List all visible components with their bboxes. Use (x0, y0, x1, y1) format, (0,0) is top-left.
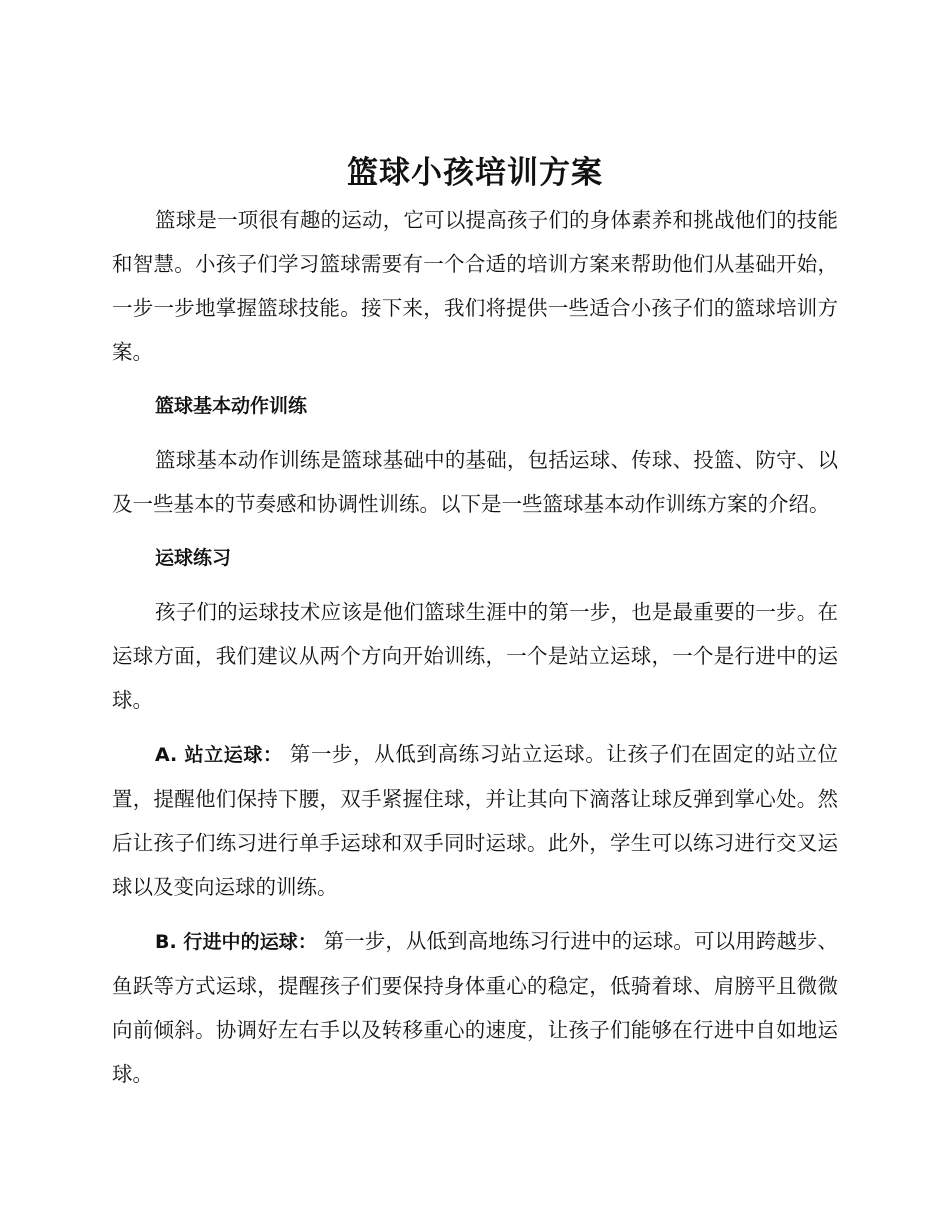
spacer (112, 526, 838, 536)
item-text-moving-dribble: 第一步，从低到高地练习行进中的运球。可以用跨越步、鱼跃等方式运球，提醒孩子们要保持身体重心的稳定，低骑着球、肩膀平且微微向前倾斜。协调好左右手以及转移重心的速度，让孩子们能够在行进中自如地运球。 (112, 929, 838, 1086)
item-standing-dribble (112, 732, 838, 909)
spacer (112, 722, 838, 732)
item-text-standing-dribble: 第一步，从低到高练习站立运球。让孩子们在固定的站立位置，提醒他们保持下腰，双手紧握住球，并让其向下滴落让球反弹到掌心处。然后让孩子们练习进行单手运球和双手同时运球。此外，学生可以练习进行交叉运球以及变向运球的训练。 (112, 742, 838, 899)
spacer (112, 428, 838, 438)
section-paragraph-basic-moves: 篮球基本动作训练是篮球基础中的基础，包括运球、传球、投篮、防守、以及一些基本的节奏感和协调性训练。以下是一些篮球基本动作训练方案的介绍。 (112, 448, 838, 516)
intro-paragraph: 篮球是一项很有趣的运动，它可以提高孩子们的身体素养和挑战他们的技能和智慧。小孩子们学习篮球需要有一个合适的培训方案来帮助他们从基础开始，一步一步地掌握篮球技能。接下来，我们将提供一些适合小孩子们的篮球培训方案。 (112, 208, 838, 364)
item-moving-dribble (112, 919, 838, 1096)
item-label-standing-dribble: A. 站立运球： (155, 744, 283, 766)
section-heading-dribbling: 运球练习 (155, 547, 232, 569)
item-label-moving-dribble: B. 行进中的运球： (155, 931, 317, 953)
spacer (112, 580, 838, 590)
spacer (112, 909, 838, 919)
document-page (112, 148, 838, 1096)
section-heading-basic-moves: 篮球基本动作训练 (155, 395, 308, 417)
section-paragraph-dribbling: 孩子们的运球技术应该是他们篮球生涯中的第一步，也是最重要的一步。在运球方面，我们建议从两个方向开始训练，一个是站立运球，一个是行进中的运球。 (112, 600, 838, 712)
spacer (112, 374, 838, 384)
document-title: 篮球小孩培训方案 (347, 155, 603, 191)
